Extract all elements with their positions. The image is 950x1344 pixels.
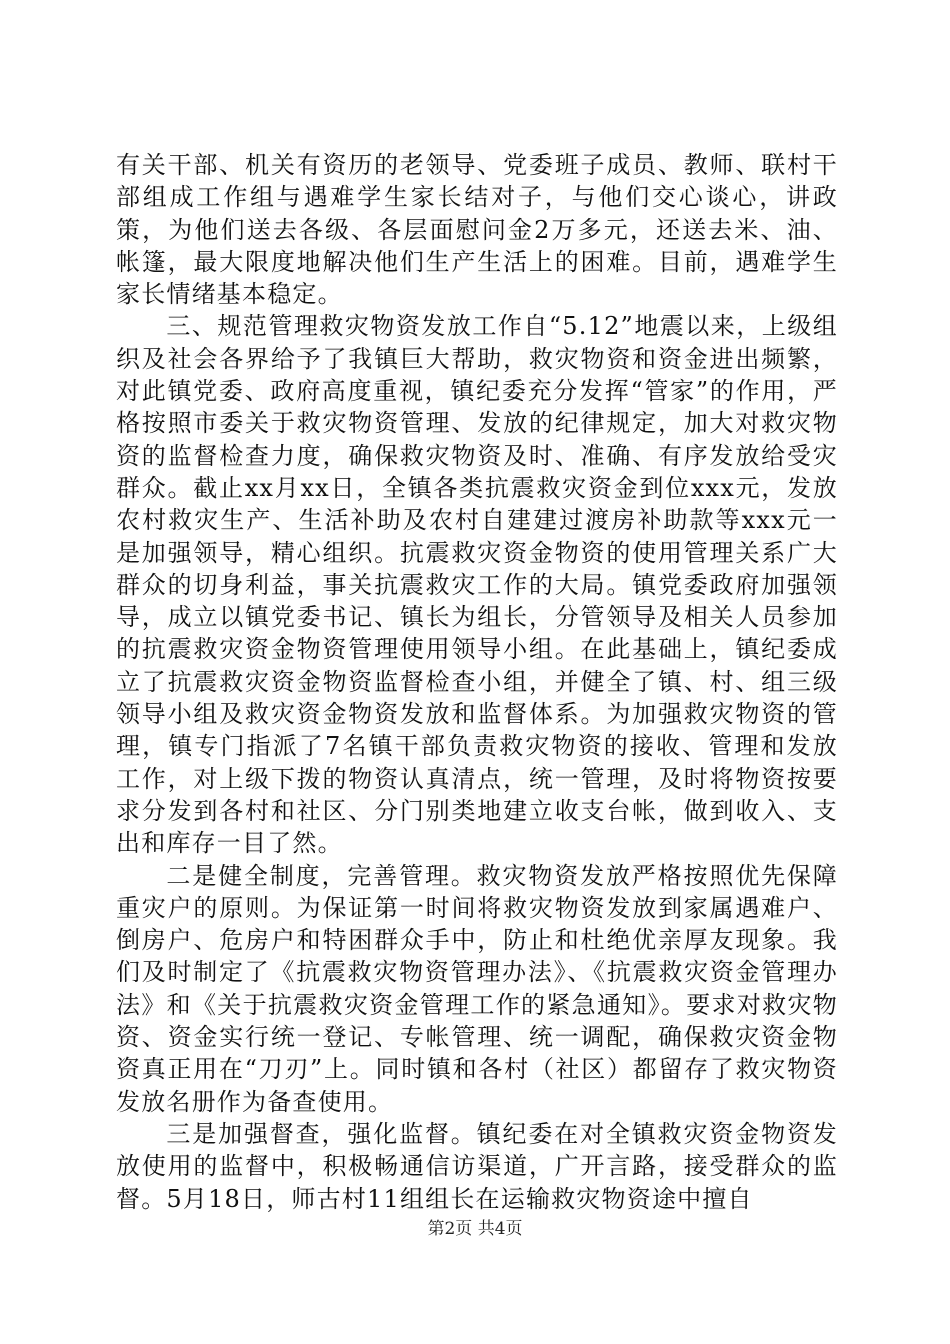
document-body: [116, 149, 838, 1215]
paragraph-1: 有关干部、机关有资历的老领导、党委班子成员、教师、联村干部组成工作组与遇难学生家长结对子，与他们交心谈心，讲政策，为他们送去各级、各层面慰问金2万多元，还送去米、油、帐篷，最大限度地解决他们生产生活上的困难。目前，遇难学生家长情绪基本稳定。: [116, 151, 838, 309]
paragraph-2: 三、规范管理救灾物资发放工作自“5.12”地震以来，上级组织及社会各界给予了我镇巨大帮助，救灾物资和资金进出频繁，对此镇党委、政府高度重视，镇纪委充分发挥“管家”的作用，严格按照市委关于救灾物资管理、发放的纪律规定，加大对救灾物资的监督检查力度，确保救灾物资及时、准确、有序发放给受灾群众。截止xx月xx日，全镇各类抗震救灾资金到位xxx元，发放农村救灾生产、生活补助及农村自建建过渡房补助款等xxx元一是加强领导，精心组织。抗震救灾资金物资的使用管理关系广大群众的切身利益，事关抗震救灾工作的大局。镇党委政府加强领导，成立以镇党委书记、镇长为组长，分管领导及相关人员参加的抗震救灾资金物资管理使用领导小组。在此基础上，镇纪委成立了抗震救灾资金物资监督检查小组，并健全了镇、村、组三级领导小组及救灾资金物资发放和监督体系。为加强救灾物资的管理，镇专门指派了7名镇干部负责救灾物资的接收、管理和发放工作，对上级下拨的物资认真清点，统一管理，及时将物资按要求分发到各村和社区、分门别类地建立收支台帐，做到收入、支出和库存一目了然。: [116, 312, 838, 858]
page-footer: [0, 1218, 950, 1240]
page-number-label: 第2页 共4页: [427, 1219, 523, 1239]
paragraph-3: 二是健全制度，完善管理。救灾物资发放严格按照优先保障重灾户的原则。为保证第一时间将救灾物资发放到家属遇难户、倒房户、危房户和特困群众手中，防止和杜绝优亲厚友现象。我们及时制定了《抗震救灾物资管理办法》、《抗震救灾资金管理办法》和《关于抗震救灾资金管理工作的紧急通知》。要求对救灾物资、资金实行统一登记、专帐管理、统一调配，确保救灾资金物资真正用在“刀刃”上。同时镇和各村（社区）都留存了救灾物资发放名册作为备查使用。: [116, 861, 838, 1116]
paragraph-4: 三是加强督查，强化监督。镇纪委在对全镇救灾资金物资发放使用的监督中，积极畅通信访渠道，广开言路，接受群众的监督。5月18日，师古村11组组长在运输救灾物资途中擅自: [116, 1119, 838, 1213]
